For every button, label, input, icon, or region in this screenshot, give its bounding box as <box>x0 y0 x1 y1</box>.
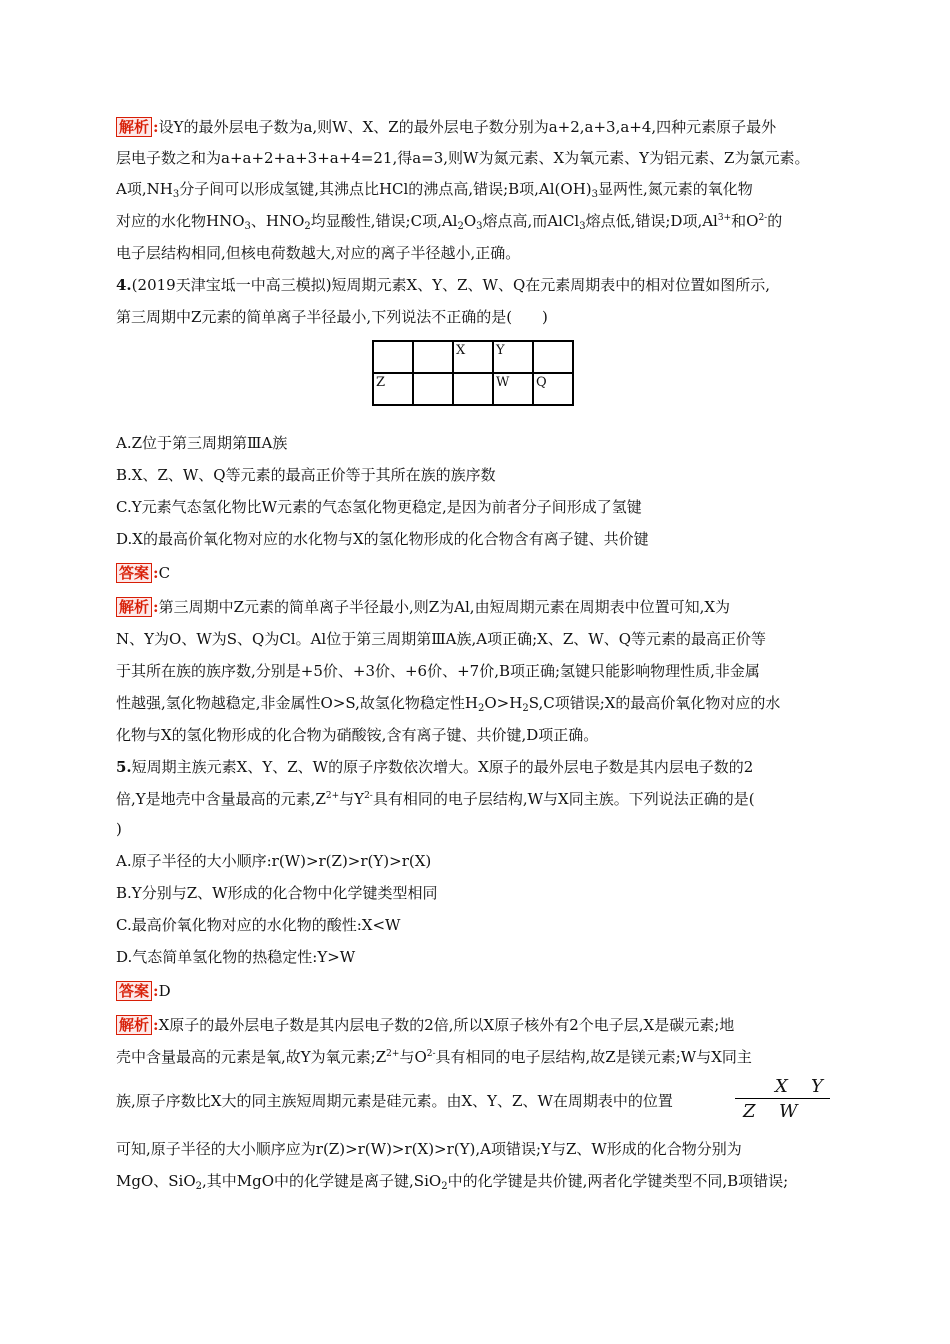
q5-option-d: D.气态简单氢化物的热稳定性:Y>W <box>116 948 356 966</box>
table-cell: X <box>453 341 493 373</box>
frac-top-left: X <box>775 1076 788 1097</box>
q4-exp-line-2: N、Y为O、W为S、Q为Cl。Al位于第三周期第ⅢA族,A项正确;X、Z、W、Q等元素的最高正价等 <box>116 630 766 648</box>
q4-option-c: C.Y元素气态氢化物比W元素的气态氢化物更稳定,是因为前者分子间形成了氢键 <box>116 498 642 516</box>
q4-stem-line-2: 第三周期中Z元素的简单离子半径最小,下列说法不正确的是( ) <box>116 308 548 326</box>
table-cell: Q <box>533 373 573 405</box>
q5-exp-line-2: 壳中含量最高的元素是氧,故Y为氧元素$;Z^{2+}$与$O^{2-}$具有相同的电子层结构,故Z是镁元素;W与X同主 <box>116 1048 752 1066</box>
question-number: 5. <box>116 758 132 776</box>
answer-tag: 答案 <box>116 563 152 583</box>
frac-bottom-left: Z <box>743 1101 756 1122</box>
q4-option-b: B.X、Z、W、Q等元素的最高正价等于其所在族的族序数 <box>116 466 496 484</box>
table-cell <box>533 341 573 373</box>
q4-option-a: A.Z位于第三周期第ⅢA族 <box>116 434 288 452</box>
q4-exp-line-4: 性越强,氢化物越稳定,非金属性O>S,故氢化物稳定性$H_2O>H_2S,C$项错误;X的最高价氧化物对应的水 <box>116 694 781 714</box>
q5-option-b: B.Y分别与Z、W形成的化合物中化学键类型相同 <box>116 884 438 902</box>
q4-exp-line-3: 于其所在族的族序数,分别是+5价、+3价、+6价、+7价,B项正确;氢键只能影响物理性质,非金属 <box>116 662 760 680</box>
q5-option-a: A.原子半径的大小顺序:r(W)>r(Z)>r(Y)>r(X) <box>116 852 432 870</box>
frac-bottom-right: W <box>779 1101 798 1122</box>
question-number: 4. <box>116 276 132 294</box>
q5-stem-line-3: ) <box>116 820 122 838</box>
p1-line-1: 解析 :设Y的最外层电子数为a,则W、X、Z的最外层电子数分别为a+2,a+3,a+4,四种元素原子最外 <box>116 116 776 138</box>
p1-line-5: 电子层结构相同,但核电荷数越大,对应的离子半径越小,正确。 <box>116 244 521 262</box>
q5-exp-line-1: 解析 :X原子的最外层电子数是其内层电子数的2倍,所以X原子核外有2个电子层,X是碳元素;地 <box>116 1014 734 1036</box>
p1-line-2: 层电子数之和为a+a+2+a+3+a+4=21,得a=3,则W为氮元素、X为氧元素、Y为铝元素、Z为氯元素。 <box>116 149 810 167</box>
p1-line-4: 对应的水化物$HNO_3$、$HNO_2$均显酸性,错误;C项$,Al_2O_3$熔点高,而AlCl$_3$熔点低,错误;D项$,Al^{3+}$和$O^{2-}$的 <box>116 212 783 232</box>
table-cell <box>413 373 453 405</box>
q5-stem-line-1: 5.短周期主族元素X、Y、Z、W的原子序数依次增大。X原子的最外层电子数是其内层电子数的2 <box>116 758 754 776</box>
table-cell: Y <box>493 341 533 373</box>
q4-option-d: D.X的最高价氧化物对应的水化物与X的氢化物形成的化合物含有离子键、共价键 <box>116 530 649 548</box>
q4-answer: 答案 :C <box>116 562 170 584</box>
analysis-tag: 解析 <box>116 117 152 137</box>
frac-top-right: Y <box>811 1076 823 1097</box>
table-cell <box>373 341 413 373</box>
p1-line-3: A项$,NH_3$分子间可以形成氢键,其沸点比HCl的沸点高,错误;B项$,Al(OH)_3$显两性,氮元素的氧化物 <box>116 180 753 200</box>
answer-tag: 答案 <box>116 981 152 1001</box>
q5-exp-line-5: MgO、SiO$_2$,其中MgO中的化学键是离子键,SiO$_2$中的化学键是共价键,两者化学键类型不同,B项错误; <box>116 1172 789 1192</box>
table-row <box>373 341 573 373</box>
q5-exp-line-4: 可知,原子半径的大小顺序应为r(Z)>r(W)>r(X)>r(Y),A项错误;Y与Z、W形成的化合物分别为 <box>116 1140 742 1158</box>
table-cell <box>413 341 453 373</box>
q5-answer: 答案 :D <box>116 980 171 1002</box>
q4-exp-line-5: 化物与X的氢化物形成的化合物为硝酸铵,含有离子键、共价键,D项正确。 <box>116 726 599 744</box>
q5-stem-line-2: 倍,Y是地壳中含量最高的元素$,Z^{2+}$与$Y^{2-}$具有相同的电子层结构,W与X同主族。下列说法正确的是( <box>116 790 755 808</box>
q5-exp-line-3: 族,原子序数比X大的同主族短周期元素是硅元素。由X、Y、Z、W在周期表中的位置 <box>116 1092 673 1110</box>
table-cell: Z <box>373 373 413 405</box>
q4-exp-line-1: 解析 :第三周期中Z元素的简单离子半径最小,则Z为Al,由短周期元素在周期表中位置可知,X为 <box>116 596 730 618</box>
table-cell: W <box>493 373 533 405</box>
position-fraction <box>735 1076 830 1122</box>
q4-stem-line-1: 4.(2019天津宝坻一中高三模拟)短周期元素X、Y、Z、W、Q在元素周期表中的相对位置如图所示, <box>116 276 771 294</box>
analysis-tag: 解析 <box>116 1015 152 1035</box>
periodic-position-table <box>372 340 574 406</box>
table-row <box>373 373 573 405</box>
table-cell <box>453 373 493 405</box>
analysis-tag: 解析 <box>116 597 152 617</box>
q5-option-c: C.最高价氧化物对应的水化物的酸性:X<W <box>116 916 401 934</box>
